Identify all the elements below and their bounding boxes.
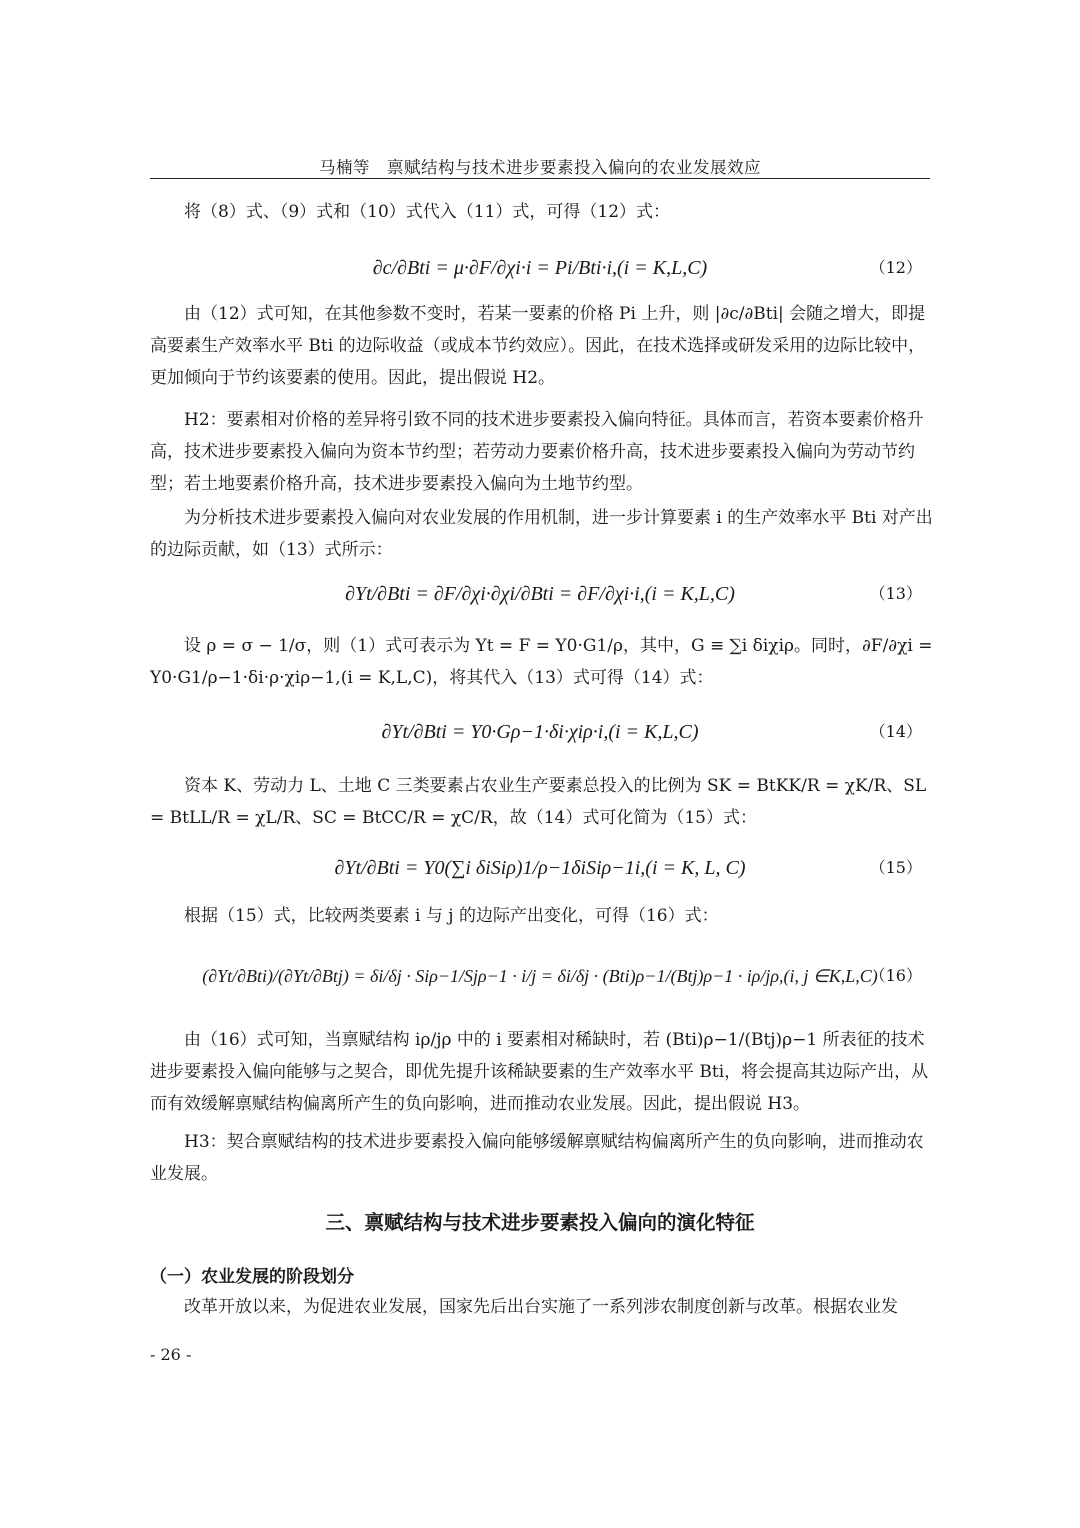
equation-formula: (∂Yt/∂Bti)/(∂Yt/∂Btj) = δi/δj · Siρ−1/Sjρ−1 · i/j = δi/δj · (Bti)ρ−1/(Btj)ρ−1 · iρ/jρ,(i, j ∈K,L,C) [202, 966, 878, 986]
equation-formula: ∂Yt/∂Bti = Y0·Gρ−1·δi·χiρ·i,(i = K,L,C) [381, 721, 699, 743]
equation-number: （16） [869, 966, 922, 985]
hypothesis-h3: H3：契合禀赋结构的技术进步要素投入偏向能够缓解禀赋结构偏离所产生的负向影响，进而推动农业发展。 [150, 1132, 924, 1184]
paragraph: 改革开放以来，为促进农业发展，国家先后出台实施了一系列涉农制度创新与改革。根据农业发 [184, 1297, 898, 1317]
equation-14 [150, 714, 930, 750]
paragraph: 为分析技术进步要素投入偏向对农业发展的作用机制，进一步计算要素 i 的生产效率水平 Bti 对产出的边际贡献，如（13）式所示： [150, 508, 933, 560]
section-heading: 三、禀赋结构与技术进步要素投入偏向的演化特征 [325, 1211, 755, 1234]
equation-12 [150, 250, 930, 286]
header-rule [150, 178, 930, 179]
equation-formula: ∂Yt/∂Bti = ∂F/∂χi·∂χi/∂Bti = ∂F/∂χi·i,(i = K,L,C) [345, 583, 735, 605]
paragraph: 由（12）式可知，在其他参数不变时，若某一要素的价格 Pi 上升，则 |∂c/∂Bti| 会随之增大，即提高要素生产效率水平 Bti 的边际收益（或成本节约效应）。因此，在技术选择或研发采用的边际比较中，更加倾向于节约该要素的使用。因此，提出假说 H2。 [150, 304, 926, 388]
paragraph: 由（16）式可知，当禀赋结构 iρ/jρ 中的 i 要素相对稀缺时，若 (Bti)ρ−1/(Btj)ρ−1 所表征的技术进步要素投入偏向能够与之契合，即优先提升该稀缺要素的生产效率水平 Bti，将会提高其边际产出，从而有效缓解禀赋结构偏离所产生的负向影响，进而推动农业发展。因此，提出假说 H3。 [150, 1030, 929, 1114]
equation-formula: ∂c/∂Bti = μ·∂F/∂χi·i = Pi/Bti·i,(i = K,L,C) [372, 257, 708, 279]
paragraph: 将（8）式、（9）式和（10）式代入（11）式，可得（12）式： [184, 202, 671, 222]
equation-formula: ∂Yt/∂Bti = Y0(∑i δiSiρ)1/ρ−1δiSiρ−1i,(i = K, L, C) [334, 857, 746, 879]
equation-number: （15） [869, 858, 922, 877]
hypothesis-h2: H2：要素相对价格的差异将引致不同的技术进步要素投入偏向特征。具体而言，若资本要素价格升高，技术进步要素投入偏向为资本节约型；若劳动力要素价格升高，技术进步要素投入偏向为劳动节约型；若土地要素价格升高，技术进步要素投入偏向为土地节约型。 [150, 410, 924, 494]
equation-15 [150, 850, 930, 886]
running-header: 马楠等 禀赋结构与技术进步要素投入偏向的农业发展效应 [319, 158, 761, 177]
paragraph: 根据（15）式，比较两类要素 i 与 j 的边际产出变化，可得（16）式： [184, 906, 719, 926]
equation-16 [150, 958, 930, 994]
paragraph: 资本 K、劳动力 L、土地 C 三类要素占农业生产要素总投入的比例为 SK = BtKK/R = χK/R、SL = BtLL/R = χL/R、SC = BtCC/R = χC/R，故（14）式可化简为（15）式： [150, 776, 927, 828]
subsection-heading: （一）农业发展的阶段划分 [150, 1267, 354, 1287]
equation-number: （14） [869, 722, 922, 741]
equation-number: （12） [869, 258, 922, 277]
equation-13 [150, 576, 930, 612]
page-number: - 26 - [150, 1345, 192, 1364]
paragraph: 设 ρ = σ − 1/σ，则（1）式可表示为 Yt = F = Y0·G1/ρ，其中，G ≡ ∑i δiχiρ。同时，∂F/∂χi = Y0·G1/ρ−1·δi·ρ·χiρ−1,(i = K,L,C)，将其代入（13）式可得（14）式： [150, 636, 933, 688]
equation-number: （13） [869, 584, 922, 603]
